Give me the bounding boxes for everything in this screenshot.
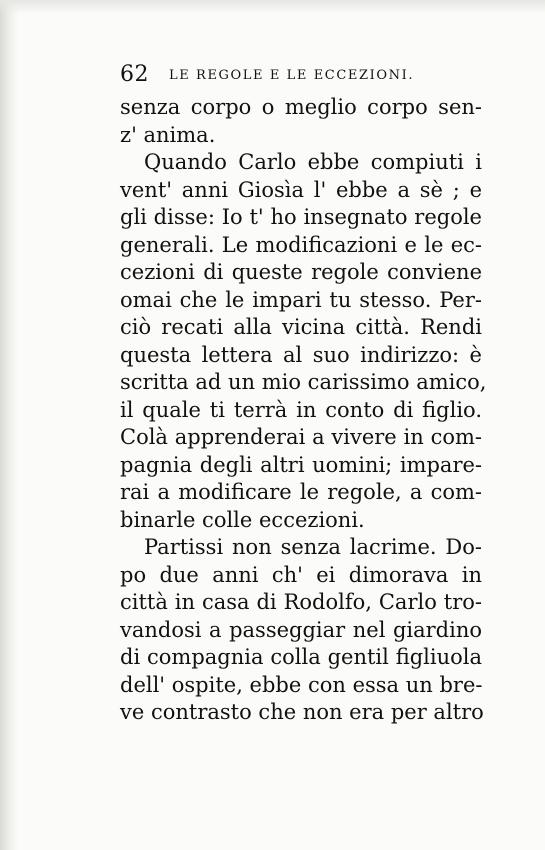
text-line: ciò recati alla vicina città. Rendi [120,315,482,339]
text-line: il quale ti terrà in conto di figlio. [120,397,482,422]
text-line: generali. Le modificazioni e le ec- [120,232,482,257]
page-number: 62 [120,62,149,87]
running-title: LE REGOLE E LE ECCEZIONI. [169,68,415,83]
text-line: vandosi a passeggiar nel giardino [120,617,482,642]
text-line: Colà apprenderai a vivere in com- [120,425,482,449]
text-line: scritta ad un mio carissimo amico, [120,370,487,394]
page-top-shadow [0,0,545,14]
text-line: vent' anni Giosìa l' ebbe a sè ; e [120,177,482,202]
body-text [120,94,487,727]
text-line: omai che le impari tu stesso. Per- [120,287,482,312]
text-line: po due anni ch' ei dimorava in [120,562,482,587]
text-line: ve contrasto che non era per altro [120,700,484,724]
text-line: pagnia degli altri uomini; impare- [120,452,482,477]
paragraph-first-line: Partissi non senza lacrime. Do- [144,535,482,559]
text-line: città in casa di Rodolfo, Carlo tro- [120,590,482,614]
text-line: dell' ospite, ebbe con essa un bre- [120,672,483,697]
text-line: rai a modificare le regole, a com- [120,480,482,504]
page-edge-shadow [0,0,18,850]
text-line: di compagnia colla gentil figliuola [120,645,482,669]
text-line: z' anima. [120,122,216,147]
text-line: senza corpo o meglio corpo sen- [120,95,482,119]
paragraph-first-line: Quando Carlo ebbe compiuti i [144,150,482,174]
text-line: gli disse: Io t' ho insegnato regole [120,205,482,229]
text-line: binarle colle eccezioni. [120,507,365,532]
text-line: questa lettera al suo indirizzo: è [120,342,482,367]
running-header [120,62,490,90]
text-line: cezioni di queste regole conviene [120,260,482,284]
